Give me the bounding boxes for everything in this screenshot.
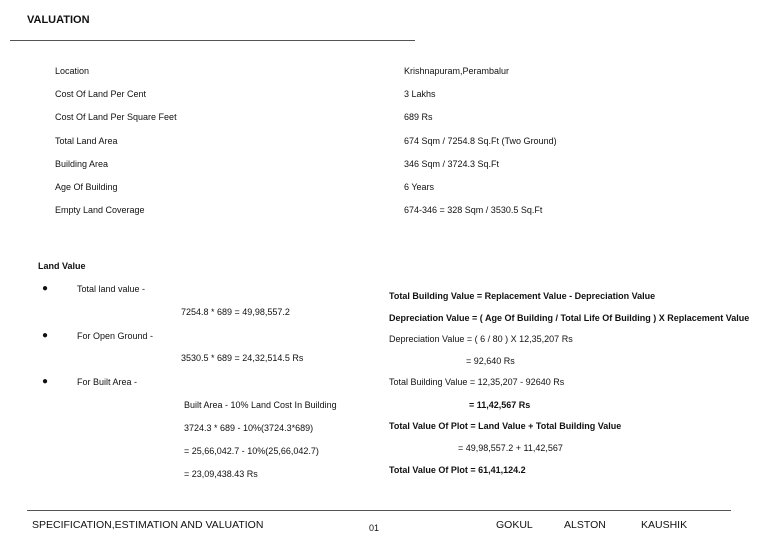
building-value-result: = 11,42,567 Rs	[469, 400, 531, 410]
built-area-line: = 23,09,438.43 Rs	[184, 469, 258, 479]
bullet-icon: ●	[42, 283, 49, 294]
footer-title: SPECIFICATION,ESTIMATION AND VALUATION	[32, 519, 264, 531]
building-formula: Total Building Value = Replacement Value - Depreciation Value	[389, 291, 656, 301]
detail-value-empty-land: 674-346 = 328 Sqm / 3530.5 Sq.Ft	[404, 205, 543, 215]
page-number: 01	[369, 523, 380, 533]
detail-label-age-of-building: Age Of Building	[55, 182, 118, 192]
total-land-label: Total land value -	[77, 284, 146, 294]
footer-divider	[27, 510, 731, 511]
built-area-line: = 25,66,042.7 - 10%(25,66,042.7)	[184, 446, 319, 456]
page-title: VALUATION	[27, 14, 90, 26]
header-divider	[10, 40, 415, 41]
built-area-line: 3724.3 * 689 - 10%(3724.3*689)	[184, 423, 314, 433]
author-name: ALSTON	[564, 519, 606, 531]
depreciation-formula: Depreciation Value = ( Age Of Building / Total Life Of Building ) X Replacement Value	[389, 313, 750, 323]
detail-label-location: Location	[55, 66, 90, 76]
author-name: GOKUL	[496, 519, 533, 531]
author-name: KAUSHIK	[641, 519, 688, 531]
total-land-calc: 7254.8 * 689 = 49,98,557.2	[181, 307, 290, 317]
detail-value-total-land-area: 674 Sqm / 7254.8 Sq.Ft (Two Ground)	[404, 136, 557, 146]
detail-value-building-area: 346 Sqm / 3724.3 Sq.Ft	[404, 159, 500, 169]
detail-label-building-area: Building Area	[55, 159, 109, 169]
depreciation-result: = 92,640 Rs	[466, 356, 515, 366]
built-area-line: Built Area - 10% Land Cost In Building	[184, 400, 337, 410]
bullet-icon: ●	[42, 330, 49, 341]
depreciation-calc: Depreciation Value = ( 6 / 80 ) X 12,35,207 Rs	[389, 334, 573, 344]
plot-value-result: Total Value Of Plot = 61,41,124.2	[389, 465, 526, 475]
bullet-icon: ●	[42, 376, 49, 387]
detail-label-empty-land: Empty Land Coverage	[55, 205, 145, 215]
built-area-label: For Built Area -	[77, 377, 138, 387]
detail-label-cost-per-sqft: Cost Of Land Per Square Feet	[55, 112, 177, 122]
detail-value-location: Krishnapuram,Perambalur	[404, 66, 510, 76]
building-value-calc: Total Building Value = 12,35,207 - 92640 Rs	[389, 377, 565, 387]
open-ground-calc: 3530.5 * 689 = 24,32,514.5 Rs	[181, 353, 304, 363]
detail-label-total-land-area: Total Land Area	[55, 136, 118, 146]
plot-value-formula: Total Value Of Plot = Land Value + Total Building Value	[389, 421, 622, 431]
plot-value-calc: = 49,98,557.2 + 11,42,567	[458, 443, 563, 453]
detail-value-age-of-building: 6 Years	[404, 182, 435, 192]
detail-value-cost-per-sqft: 689 Rs	[404, 112, 433, 122]
land-value-heading: Land Value	[38, 261, 86, 271]
open-ground-label: For Open Ground -	[77, 331, 154, 341]
detail-value-cost-per-cent: 3 Lakhs	[404, 89, 436, 99]
detail-label-cost-per-cent: Cost Of Land Per Cent	[55, 89, 147, 99]
